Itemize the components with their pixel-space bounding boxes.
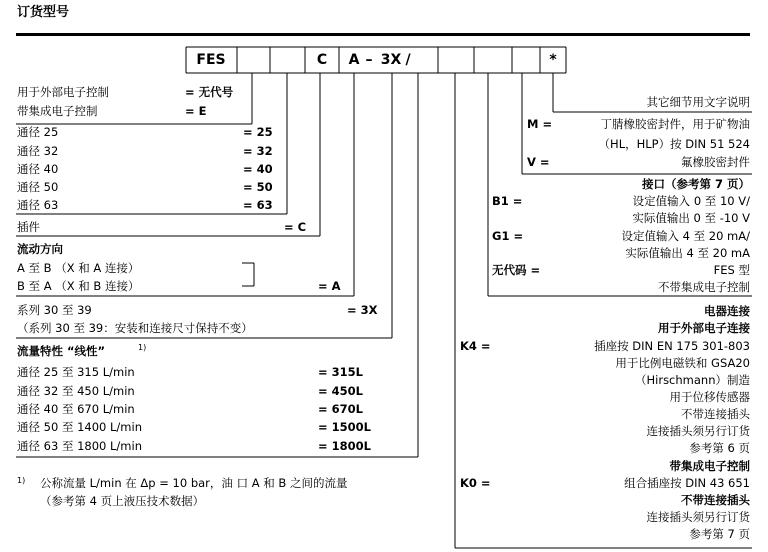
k4-line-1: 插座按 DIN EN 175 301-803 bbox=[594, 339, 750, 353]
seal-m-line-1: 丁腈橡胶密封件，用于矿物油 bbox=[600, 117, 750, 131]
k4-line-6: 连接插头须另行订货 bbox=[646, 424, 750, 438]
k4-line-4: 用于位移传感器 bbox=[669, 390, 750, 404]
flow-direction-heading: 流动方向 bbox=[17, 242, 63, 256]
k4-line-2: 用于比例电磁铁和 GSA20 bbox=[615, 356, 750, 370]
seal-v-code: V = bbox=[527, 155, 550, 169]
size-label-63: 通径 63 bbox=[17, 198, 59, 212]
electrical-heading: 电器连接 bbox=[704, 304, 750, 318]
int-control-value: = E bbox=[185, 104, 207, 118]
seal-m-line-2: （HL，HLP）按 DIN 51 524 bbox=[598, 137, 750, 151]
interface-b1-code: B1 = bbox=[492, 194, 523, 208]
flow-value-32: = 450L bbox=[318, 384, 363, 398]
flow-label-25: 通径 25 至 315 L/min bbox=[17, 365, 135, 379]
flow-footnote-ref: 1) bbox=[138, 343, 147, 352]
flow-value-63: = 1800L bbox=[318, 439, 371, 453]
cartridge-label: 插件 bbox=[17, 220, 40, 234]
interface-b1-line-2: 实际值输出 0 至 -10 V bbox=[632, 211, 750, 225]
size-value-40: = 40 bbox=[243, 162, 273, 176]
flow-label-40: 通径 40 至 670 L/min bbox=[17, 402, 135, 416]
interface-none-code: 无代码 = bbox=[492, 263, 541, 277]
seal-m-code: M = bbox=[527, 117, 553, 131]
code-cell-a: A bbox=[348, 52, 360, 68]
k4-line-3: （Hirschmann）制造 bbox=[635, 373, 750, 387]
size-value-32: = 32 bbox=[243, 144, 273, 158]
flow-direction-ab: A 至 B （X 和 A 连接） bbox=[17, 261, 140, 275]
series-label: 系列 30 至 39 bbox=[17, 303, 92, 317]
flow-label-63: 通径 63 至 1800 L/min bbox=[17, 439, 142, 453]
interface-none-line-1: FES 型 bbox=[713, 263, 750, 277]
k0-line-2: 不带连接插头 bbox=[681, 493, 750, 507]
electrical-ext-heading: 用于外部电子连接 bbox=[658, 321, 750, 335]
code-cell-slash: / bbox=[405, 52, 411, 68]
size-label-50: 通径 50 bbox=[17, 180, 59, 194]
code-cell-dash: – bbox=[365, 52, 373, 68]
size-value-25: = 25 bbox=[243, 125, 273, 139]
series-note: （系列 30 至 39：安装和连接尺寸保持不变） bbox=[17, 321, 253, 335]
flow-label-32: 通径 32 至 450 L/min bbox=[17, 384, 135, 398]
k4-line-7: 参考第 6 页 bbox=[689, 441, 750, 455]
k0-line-4: 参考第 7 页 bbox=[689, 527, 750, 541]
page-title: 订货型号 bbox=[17, 5, 70, 20]
size-label-25: 通径 25 bbox=[17, 125, 59, 139]
code-cell-star: * bbox=[549, 52, 557, 68]
k4-line-5: 不带连接插头 bbox=[681, 407, 750, 421]
flow-label-50: 通径 50 至 1400 L/min bbox=[17, 420, 142, 434]
code-cell-c: C bbox=[316, 52, 328, 68]
size-label-32: 通径 32 bbox=[17, 144, 59, 158]
int-control-label: 带集成电子控制 bbox=[17, 104, 98, 118]
other-details-text: 其它细节用文字说明 bbox=[646, 95, 750, 109]
interface-heading: 接口（参考第 7 页） bbox=[641, 177, 750, 191]
electrical-int-heading: 带集成电子控制 bbox=[669, 459, 750, 473]
size-label-40: 通径 40 bbox=[17, 162, 59, 176]
k0-line-3: 连接插头须另行订货 bbox=[646, 510, 750, 524]
flow-value-40: = 670L bbox=[318, 402, 363, 416]
ext-control-label: 用于外部电子控制 bbox=[17, 85, 109, 99]
size-value-50: = 50 bbox=[243, 180, 273, 194]
size-value-63: = 63 bbox=[243, 198, 273, 212]
ext-control-value: = 无代号 bbox=[185, 85, 234, 99]
electrical-k0-code: K0 = bbox=[460, 476, 491, 490]
flow-value-50: = 1500L bbox=[318, 420, 371, 434]
footnote-mark: 1) bbox=[17, 476, 26, 485]
flow-direction-ba: B 至 A （X 和 B 连接） bbox=[17, 279, 140, 293]
interface-b1-line-1: 设定值输入 0 至 10 V/ bbox=[632, 194, 750, 208]
footnote-line-1: 公称流量 L/min 在 Δp = 10 bar，油 口 A 和 B 之间的流量 bbox=[40, 476, 348, 490]
footnote-line-2: （参考第 4 页上液压技术数据） bbox=[40, 494, 205, 508]
code-cell-series: 3X bbox=[380, 52, 402, 68]
series-value: = 3X bbox=[347, 303, 378, 317]
interface-none-line-2: 不带集成电子控制 bbox=[658, 280, 750, 294]
seal-v-line: 氟橡胶密封件 bbox=[681, 155, 750, 169]
interface-g1-code: G1 = bbox=[492, 229, 524, 243]
code-cell-fes: FES bbox=[196, 52, 226, 68]
flow-direction-value: = A bbox=[318, 279, 341, 293]
flow-value-25: = 315L bbox=[318, 365, 363, 379]
cartridge-value: = C bbox=[284, 220, 307, 234]
interface-g1-line-2: 实际值输出 4 至 20 mA bbox=[625, 246, 750, 260]
k0-line-1: 组合插座按 DIN 43 651 bbox=[624, 476, 750, 490]
electrical-k4-code: K4 = bbox=[460, 339, 491, 353]
flow-characteristic-heading: 流量特性 “线性” bbox=[17, 344, 106, 358]
interface-g1-line-1: 设定值输入 4 至 20 mA/ bbox=[621, 229, 750, 243]
